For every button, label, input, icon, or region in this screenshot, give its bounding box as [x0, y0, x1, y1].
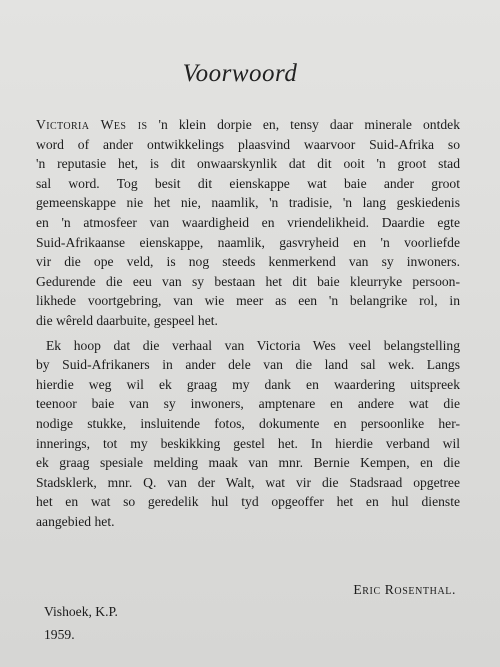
page-title: Voorwoord	[182, 60, 298, 87]
text-line: Gedurende die eeu van sy bestaan het dit baie kleurryke persoon-	[36, 273, 460, 289]
place-line: Vishoek, K.P.	[44, 604, 118, 619]
author-signature: Eric Rosenthal.	[353, 582, 456, 597]
text-line: sal word. Tog besit dit eienskappe wat baie ander groot	[36, 175, 460, 191]
text-line: die wêreld daarbuite, gespeel het.	[36, 312, 218, 328]
text-line: by Suid-Afrikaners in ander dele van die land sal wek. Langs	[36, 357, 460, 373]
text-line: ek graag spesiale melding maak van mnr. Bernie Kempen, en die	[36, 455, 460, 471]
text-line: teenoor baie van sy inwoners, amptenare en andere wat die	[36, 396, 460, 412]
text-line: Stadsklerk, mnr. Q. van der Walt, wat vir die Stadsraad opgetree	[36, 474, 460, 490]
text-line: Ek hoop dat die verhaal van Victoria Wes veel belangstelling	[46, 337, 460, 353]
text-line: het en wat so geredelik hul tyd opgeoffer het en hul dienste	[36, 494, 460, 510]
text-line: gemeenskappe nie het nie, naamlik, 'n tradisie, 'n lang geskiedenis	[36, 195, 460, 211]
text-line	[36, 115, 460, 135]
paragraph-2	[36, 336, 460, 532]
text-line: aangebied het.	[36, 513, 115, 529]
text-line: word of ander ontwikkelings plaasvind waarvoor Suid-Afrika so	[36, 136, 460, 152]
lead-words: Victoria Wes is	[36, 117, 148, 132]
foreword-text	[36, 115, 460, 531]
text-line: nodige stukke, insluitende fotos, dokumente en persoonlike her-	[36, 415, 460, 431]
paragraph-1	[36, 115, 460, 331]
text-line: innerings, tot my beskikking gestel het. In hierdie verband wil	[36, 435, 460, 451]
year-line: 1959.	[44, 627, 75, 642]
text-line: en 'n atmosfeer van waardigheid en vriendelikheid. Daardie egte	[36, 214, 460, 230]
text-line: vir die ope veld, is nog steeds kenmerkend van sy inwoners.	[36, 254, 460, 270]
text-line: likhede voortgebring, van wie meer as een 'n belangrike rol, in	[36, 293, 460, 309]
text-line: 'n reputasie het, is dit onwaarskynlik dat dit ooit 'n groot stad	[36, 156, 460, 172]
text-line-rest: 'n klein dorpie en, tensy daar minerale ontdek	[147, 117, 460, 132]
text-line: hierdie weg wil ek graag my dank en waardering uitspreek	[36, 376, 460, 392]
text-line: Suid-Afrikaanse eienskappe, naamlik, gasvryheid en 'n voorliefde	[36, 234, 460, 250]
